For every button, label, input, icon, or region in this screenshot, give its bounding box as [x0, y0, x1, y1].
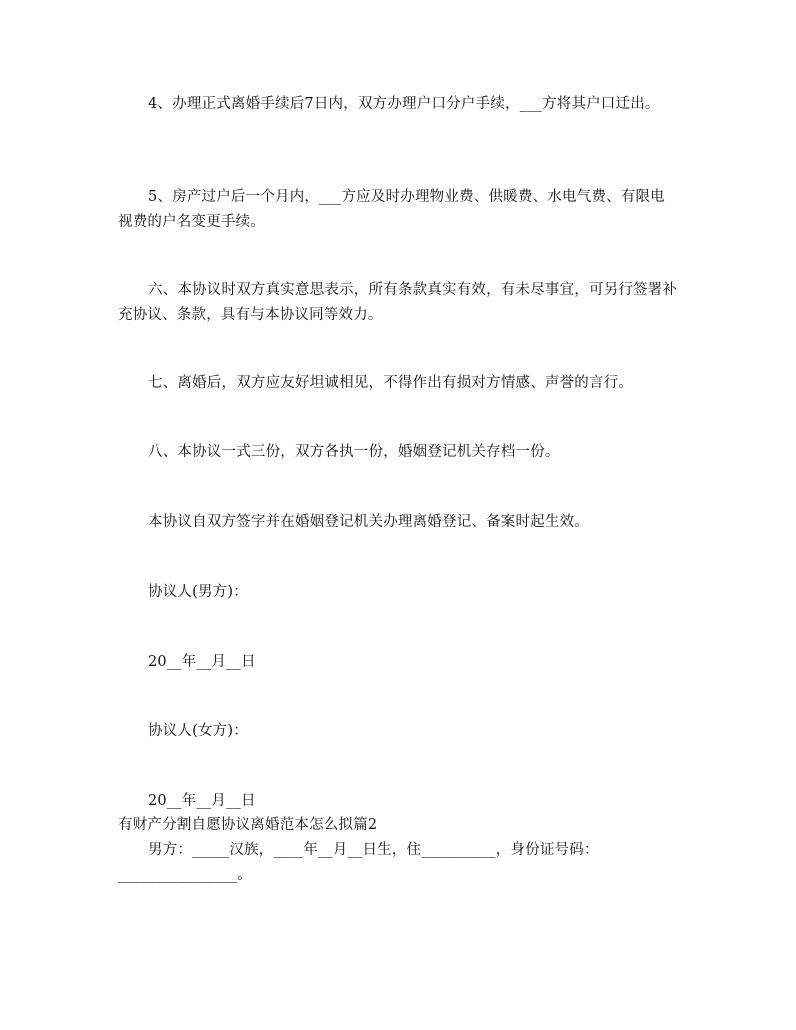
- clause-4-paragraph: 4、办理正式离婚手续后7日内，双方办理户口分户手续，___方将其户口迁出。: [148, 96, 660, 112]
- section-title: 有财产分割自愿协议离婚范本怎么拟篇2: [118, 817, 378, 833]
- clause-seven-paragraph: 七、离婚后，双方应友好坦诚相见，不得作出有损对方情感、声誉的言行。: [148, 375, 634, 391]
- clause-six-paragraph: 六、本协议时双方真实意思表示，所有条款真实有效，有未尽事宜，可另行签署补充协议、条款，具有与本协议同等效力。: [118, 282, 678, 323]
- clause-eight-paragraph: 八、本协议一式三份，双方各执一份，婚姻登记机关存档一份。: [148, 444, 560, 460]
- effectiveness-paragraph: 本协议自双方签字并在婚姻登记机关办理离婚登记、备案时起生效。: [148, 514, 589, 530]
- female-sign-date: 20__年__月__日: [148, 793, 256, 809]
- male-signatory-label: 协议人(男方)：: [148, 584, 248, 600]
- clause-5-paragraph: 5、房产过户后一个月内，___方应及时办理物业费、供暖费、水电气费、有限电视费的户名变更手续。: [118, 189, 665, 230]
- male-party-info-paragraph: 男方：_____汉族，____年__月__日生，住__________，身份证号码：________________。: [118, 842, 599, 883]
- male-sign-date: 20__年__月__日: [148, 654, 256, 670]
- female-signatory-label: 协议人(女方)：: [148, 723, 248, 739]
